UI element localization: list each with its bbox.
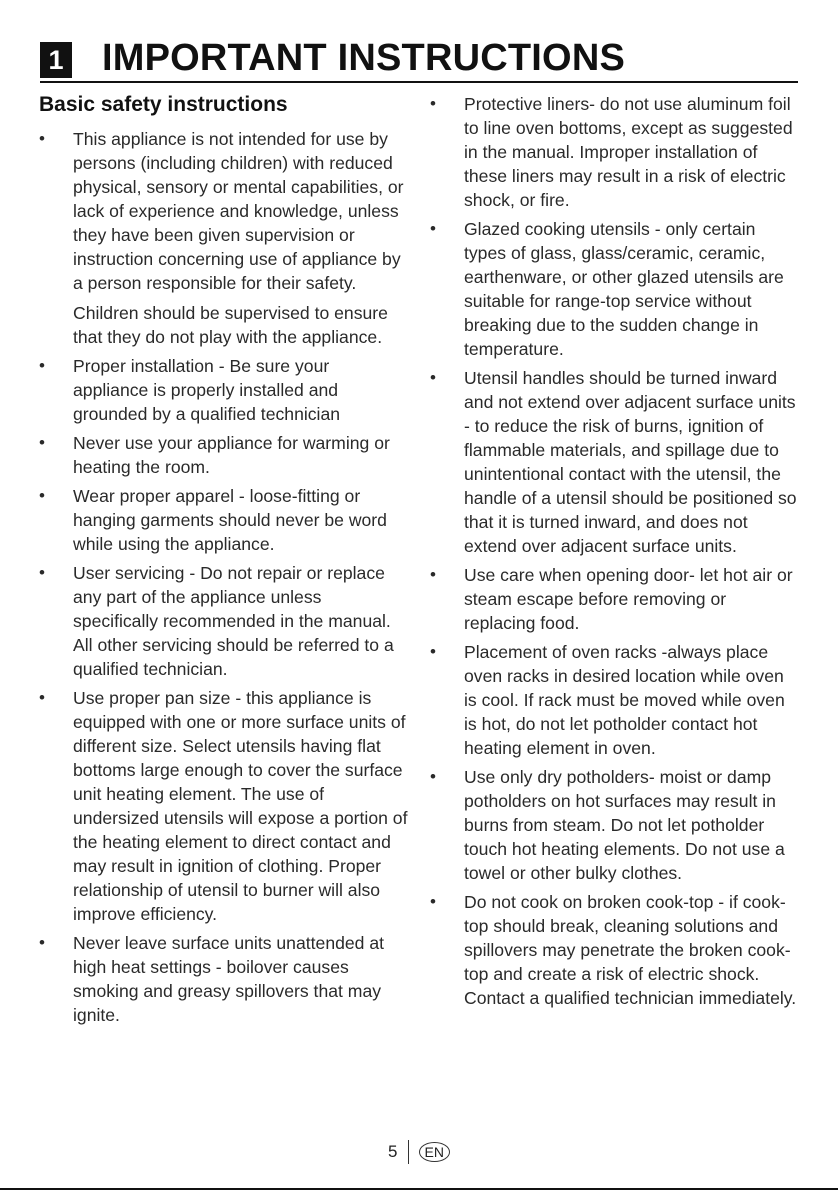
list-item [39, 431, 409, 479]
left-column [39, 92, 409, 1032]
bullet-icon: • [39, 933, 45, 952]
list-item [39, 484, 409, 556]
list-item-text: Never use your appliance for warming or heating the room. [73, 433, 390, 477]
bullet-icon: • [39, 356, 45, 375]
bullet-icon: • [430, 565, 436, 584]
list-item-text: Wear proper apparel - loose-fitting or hanging garments should never be word while using the appliance. [73, 486, 387, 554]
list-item-text: Use only dry potholders- moist or damp potholders on hot surfaces may result in burns from steam. Do not let potholder touch hot heating elements. Do not use a towel or other bulky clothes. [464, 767, 785, 883]
list-item-text: This appliance is not intended for use by persons (including children) with reduced physical, sensory or mental capabilities, or lack of experience and knowledge, unless they have been given supervision or instruction concerning use of appliance by a person responsible for their safety. [73, 129, 404, 293]
right-column [430, 92, 800, 1015]
section-title: Basic safety instructions [39, 93, 288, 116]
list-item-text: Glazed cooking utensils - only certain types of glass, glass/ceramic, ceramic, earthenware, or other glazed utensils are suitable for range-top service without breaking due to the sudden change in temperature. [464, 219, 784, 359]
bullet-icon: • [39, 563, 45, 582]
footer-divider [408, 1140, 409, 1164]
left-bullet-list [39, 127, 409, 1027]
list-item-text: Children should be supervised to ensure that they do not play with the appliance. [73, 303, 388, 347]
bullet-icon: • [430, 368, 436, 387]
bullet-icon: • [430, 767, 436, 786]
list-item-text: Placement of oven racks -always place oven racks in desired location while oven is cool. If rack must be moved while oven is hot, do not let potholder contact hot heating element in oven. [464, 642, 785, 758]
bottom-rule [0, 1188, 838, 1190]
bullet-icon: • [39, 129, 45, 148]
list-item [430, 765, 800, 885]
language-badge: EN [419, 1142, 450, 1162]
list-item-text: User servicing - Do not repair or replace any part of the appliance unless specifically recommended in the manual. All other servicing should be referred to a qualified technician. [73, 563, 394, 679]
list-item-text: Use proper pan size - this appliance is equipped with one or more surface units of different size. Select utensils having flat bottoms large enough to cover the surface unit heating element. The use of undersized utensils will expose a portion of the heating element to direct contact and may result in ignition of clothing. Proper relationship of utensil to burner will also improve efficiency. [73, 688, 408, 924]
page-number: 5 [388, 1142, 398, 1161]
list-item-text: Protective liners- do not use aluminum foil to line oven bottoms, except as suggested in the manual. Improper installation of these liners may result in a risk of electric shock, or fire. [464, 94, 793, 210]
bullet-icon: • [39, 433, 45, 452]
list-item-text: Never leave surface units unattended at high heat settings - boilover causes smoking and greasy spillovers that may ignite. [73, 933, 385, 1025]
bullet-icon: • [39, 688, 45, 707]
list-item [430, 366, 800, 558]
list-item-text: Do not cook on broken cook-top - if cook-top should break, cleaning solutions and spillovers may penetrate the broken cook-top and create a risk of electric shock. Contact a qualified technician immediately. [464, 892, 797, 1008]
list-item [39, 354, 409, 426]
list-item-text: Utensil handles should be turned inward and not extend over adjacent surface units - to reduce the risk of burns, ignition of flammable materials, and spillage due to unintentional contact with the utensil, the handle of a utensil should be positioned so that it is turned inward, and does not extend over adjacent surface units. [464, 368, 797, 556]
list-item-text: Use care when opening door- let hot air or steam escape before removing or replacing food. [464, 565, 793, 633]
bullet-icon: • [430, 642, 436, 661]
bullet-icon: • [430, 94, 436, 113]
list-item-text: Proper installation - Be sure your appliance is properly installed and grounded by a qualified technician [73, 356, 341, 424]
bullet-icon: • [430, 892, 436, 911]
right-bullet-list [430, 92, 800, 1010]
list-item [430, 563, 800, 635]
bullet-icon: • [430, 219, 436, 238]
list-item [39, 931, 409, 1027]
list-item [39, 686, 409, 926]
list-item [39, 127, 409, 349]
chapter-number: 1 [40, 42, 72, 78]
list-item [430, 640, 800, 760]
list-item [430, 92, 800, 212]
list-item [39, 561, 409, 681]
bullet-icon: • [39, 486, 45, 505]
chapter-title: IMPORTANT INSTRUCTIONS [102, 37, 626, 79]
page-footer [0, 1140, 838, 1164]
list-item [430, 217, 800, 361]
list-item [430, 890, 800, 1010]
chapter-header [40, 38, 798, 83]
